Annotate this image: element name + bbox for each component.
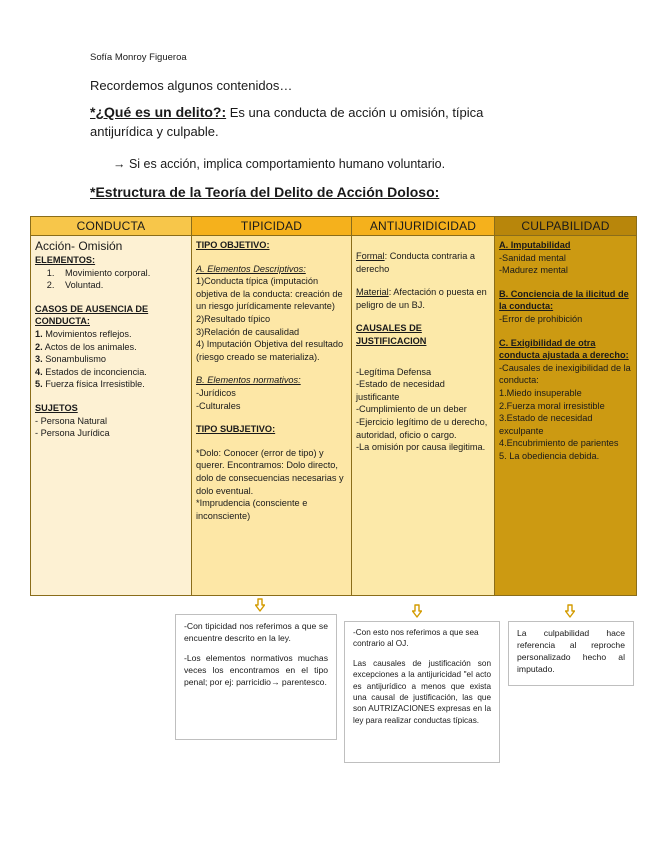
list-item: 1. Movimientos reflejos.	[35, 328, 132, 339]
list-item: 2.Fuerza moral irresistible	[499, 400, 605, 411]
list-item: 4) Imputación Objetiva del resultado (riesgo creado se materializa).	[196, 339, 344, 362]
dolo-text: *Dolo: Conocer (error de tipo) y querer. Encontramos: Dolo directo, dolo de consecuencias necesarias y dolo eventual.	[196, 447, 344, 496]
column-antijuridicidad	[352, 217, 495, 595]
column-title: CONDUCTA	[31, 217, 191, 236]
normativos-title: B. Elementos normativos:	[196, 375, 301, 386]
exigibilidad-title: C. Exigibilidad de otra conducta ajustada a derecho:	[499, 337, 629, 361]
down-arrow-icon	[255, 598, 265, 612]
column-title: CULPABILIDAD	[495, 217, 636, 236]
arrow-line: → Si es acción, implica comportamiento humano voluntario.	[113, 157, 446, 171]
elementos-title: ELEMENTOS:	[35, 255, 96, 265]
sujetos-title: SUJETOS	[35, 402, 78, 413]
formal-text: Formal: Conducta contraria a derecho	[356, 251, 475, 274]
list-item: 2. Voluntad.	[57, 279, 187, 292]
list-item: -Culturales	[196, 400, 241, 411]
list-item: -Legítima Defensa	[356, 366, 432, 377]
column-title: TIPICIDAD	[192, 217, 351, 236]
note-paragraph: Las causales de justificación son excepciones a la antijuricidad "el acto es antijurídico a menos que exista una causal de justificación, las que son AUTRIZACIONES expresas en la ley para realizar conductas típicas.	[353, 658, 491, 725]
question-heading: *¿Qué es un delito?:	[90, 104, 227, 120]
tipo-objetivo-title: TIPO OBJETIVO:	[196, 240, 270, 250]
structure-heading: *Estructura de la Teoría del Delito de Acción Doloso:	[90, 184, 440, 200]
causales-title: CAUSALES DE JUSTIFICACION	[356, 323, 427, 346]
conciencia-title: B. Conciencia de la ilicitud de la conducta:	[499, 288, 629, 312]
note-antijuridicidad	[344, 621, 500, 763]
list-item: -Sanidad mental	[499, 252, 566, 263]
note-paragraph: La culpabilidad hace referencia al reproche personalizado hecho al imputado.	[517, 628, 625, 674]
down-arrow-icon	[412, 604, 422, 618]
note-paragraph: -Los elementos normativos muchas veces los encontramos en el tipo penal; por ej: parricidio→ parentesco.	[184, 653, 328, 687]
tipo-subjetivo-title: TIPO SUBJETIVO:	[196, 424, 276, 435]
material-text: Material: Afectación o puesta en peligro de un BJ.	[356, 287, 487, 310]
intro-text: Recordemos algunos contenidos…	[90, 78, 293, 93]
list-item: - Persona Jurídica	[35, 428, 110, 439]
author-name: Sofía Monroy Figueroa	[90, 52, 187, 63]
list-item: 3. Sonambulismo	[35, 354, 106, 365]
imprudencia-text: *Imprudencia (consciente e inconsciente)	[196, 498, 308, 521]
note-culpabilidad	[508, 621, 634, 686]
list-item: - Persona Natural	[35, 415, 108, 426]
list-item: -Cumplimiento de un deber	[356, 404, 467, 415]
note-paragraph: -Con esto nos referimos a que sea contrario al OJ.	[353, 628, 479, 649]
descriptivos-title: A. Elementos Descriptivos:	[196, 263, 306, 274]
list-item: -Estado de necesidad justificante	[356, 379, 445, 402]
column-conducta	[31, 217, 192, 595]
elementos-list	[35, 267, 187, 292]
list-item: 2)Resultado típico	[196, 313, 271, 324]
list-item: -Causales de inexigibilidad de la conducta:	[499, 362, 631, 386]
list-item: 1)Conducta típica (imputación objetiva de la conducta: creación de un riesgo jurídicamente relevante)	[196, 276, 343, 312]
definition-paragraph	[90, 103, 530, 141]
list-item: 3)Relación de causalidad	[196, 326, 300, 337]
list-item: -Jurídicos	[196, 387, 236, 398]
list-item: 5. Fuerza física Irresistible.	[35, 379, 145, 390]
list-item: 1.Miedo insuperable	[499, 387, 582, 398]
column-title: ANTIJURIDICIDAD	[352, 217, 494, 236]
imputabilidad-title: A. Imputabilidad	[499, 240, 571, 250]
list-item: 5. La obediencia debida.	[499, 450, 600, 461]
list-item: -Error de prohibición	[499, 313, 583, 324]
down-arrow-icon	[565, 604, 575, 618]
accion-omision: Acción- Omisión	[35, 239, 123, 253]
column-tipicidad	[192, 217, 352, 595]
list-item: -Madurez mental	[499, 265, 568, 276]
list-item: -Ejercicio legítimo de u derecho, autoridad, oficio o cargo.	[356, 416, 488, 440]
casos-title: CASOS DE AUSENCIA DE CONDUCTA:	[35, 303, 149, 327]
theory-table	[30, 216, 637, 596]
note-paragraph: -Con tipicidad nos referimos a que se encuentre descrito en la ley.	[184, 621, 328, 643]
list-item: 3.Estado de necesidad exculpante	[499, 413, 593, 436]
list-item: 2. Actos de los animales.	[35, 341, 137, 352]
question-answer: Es una conducta de acción u omisión, típica antijurídica y culpable.	[90, 105, 484, 139]
column-culpabilidad	[495, 217, 636, 595]
list-item: 4.Encubrimiento de parientes	[499, 438, 619, 449]
list-item: 1. Movimiento corporal.	[57, 267, 187, 280]
list-item: -La omisión por causa ilegitima.	[356, 442, 486, 453]
list-item: 4. Estados de inconciencia.	[35, 366, 147, 377]
note-tipicidad	[175, 614, 337, 740]
